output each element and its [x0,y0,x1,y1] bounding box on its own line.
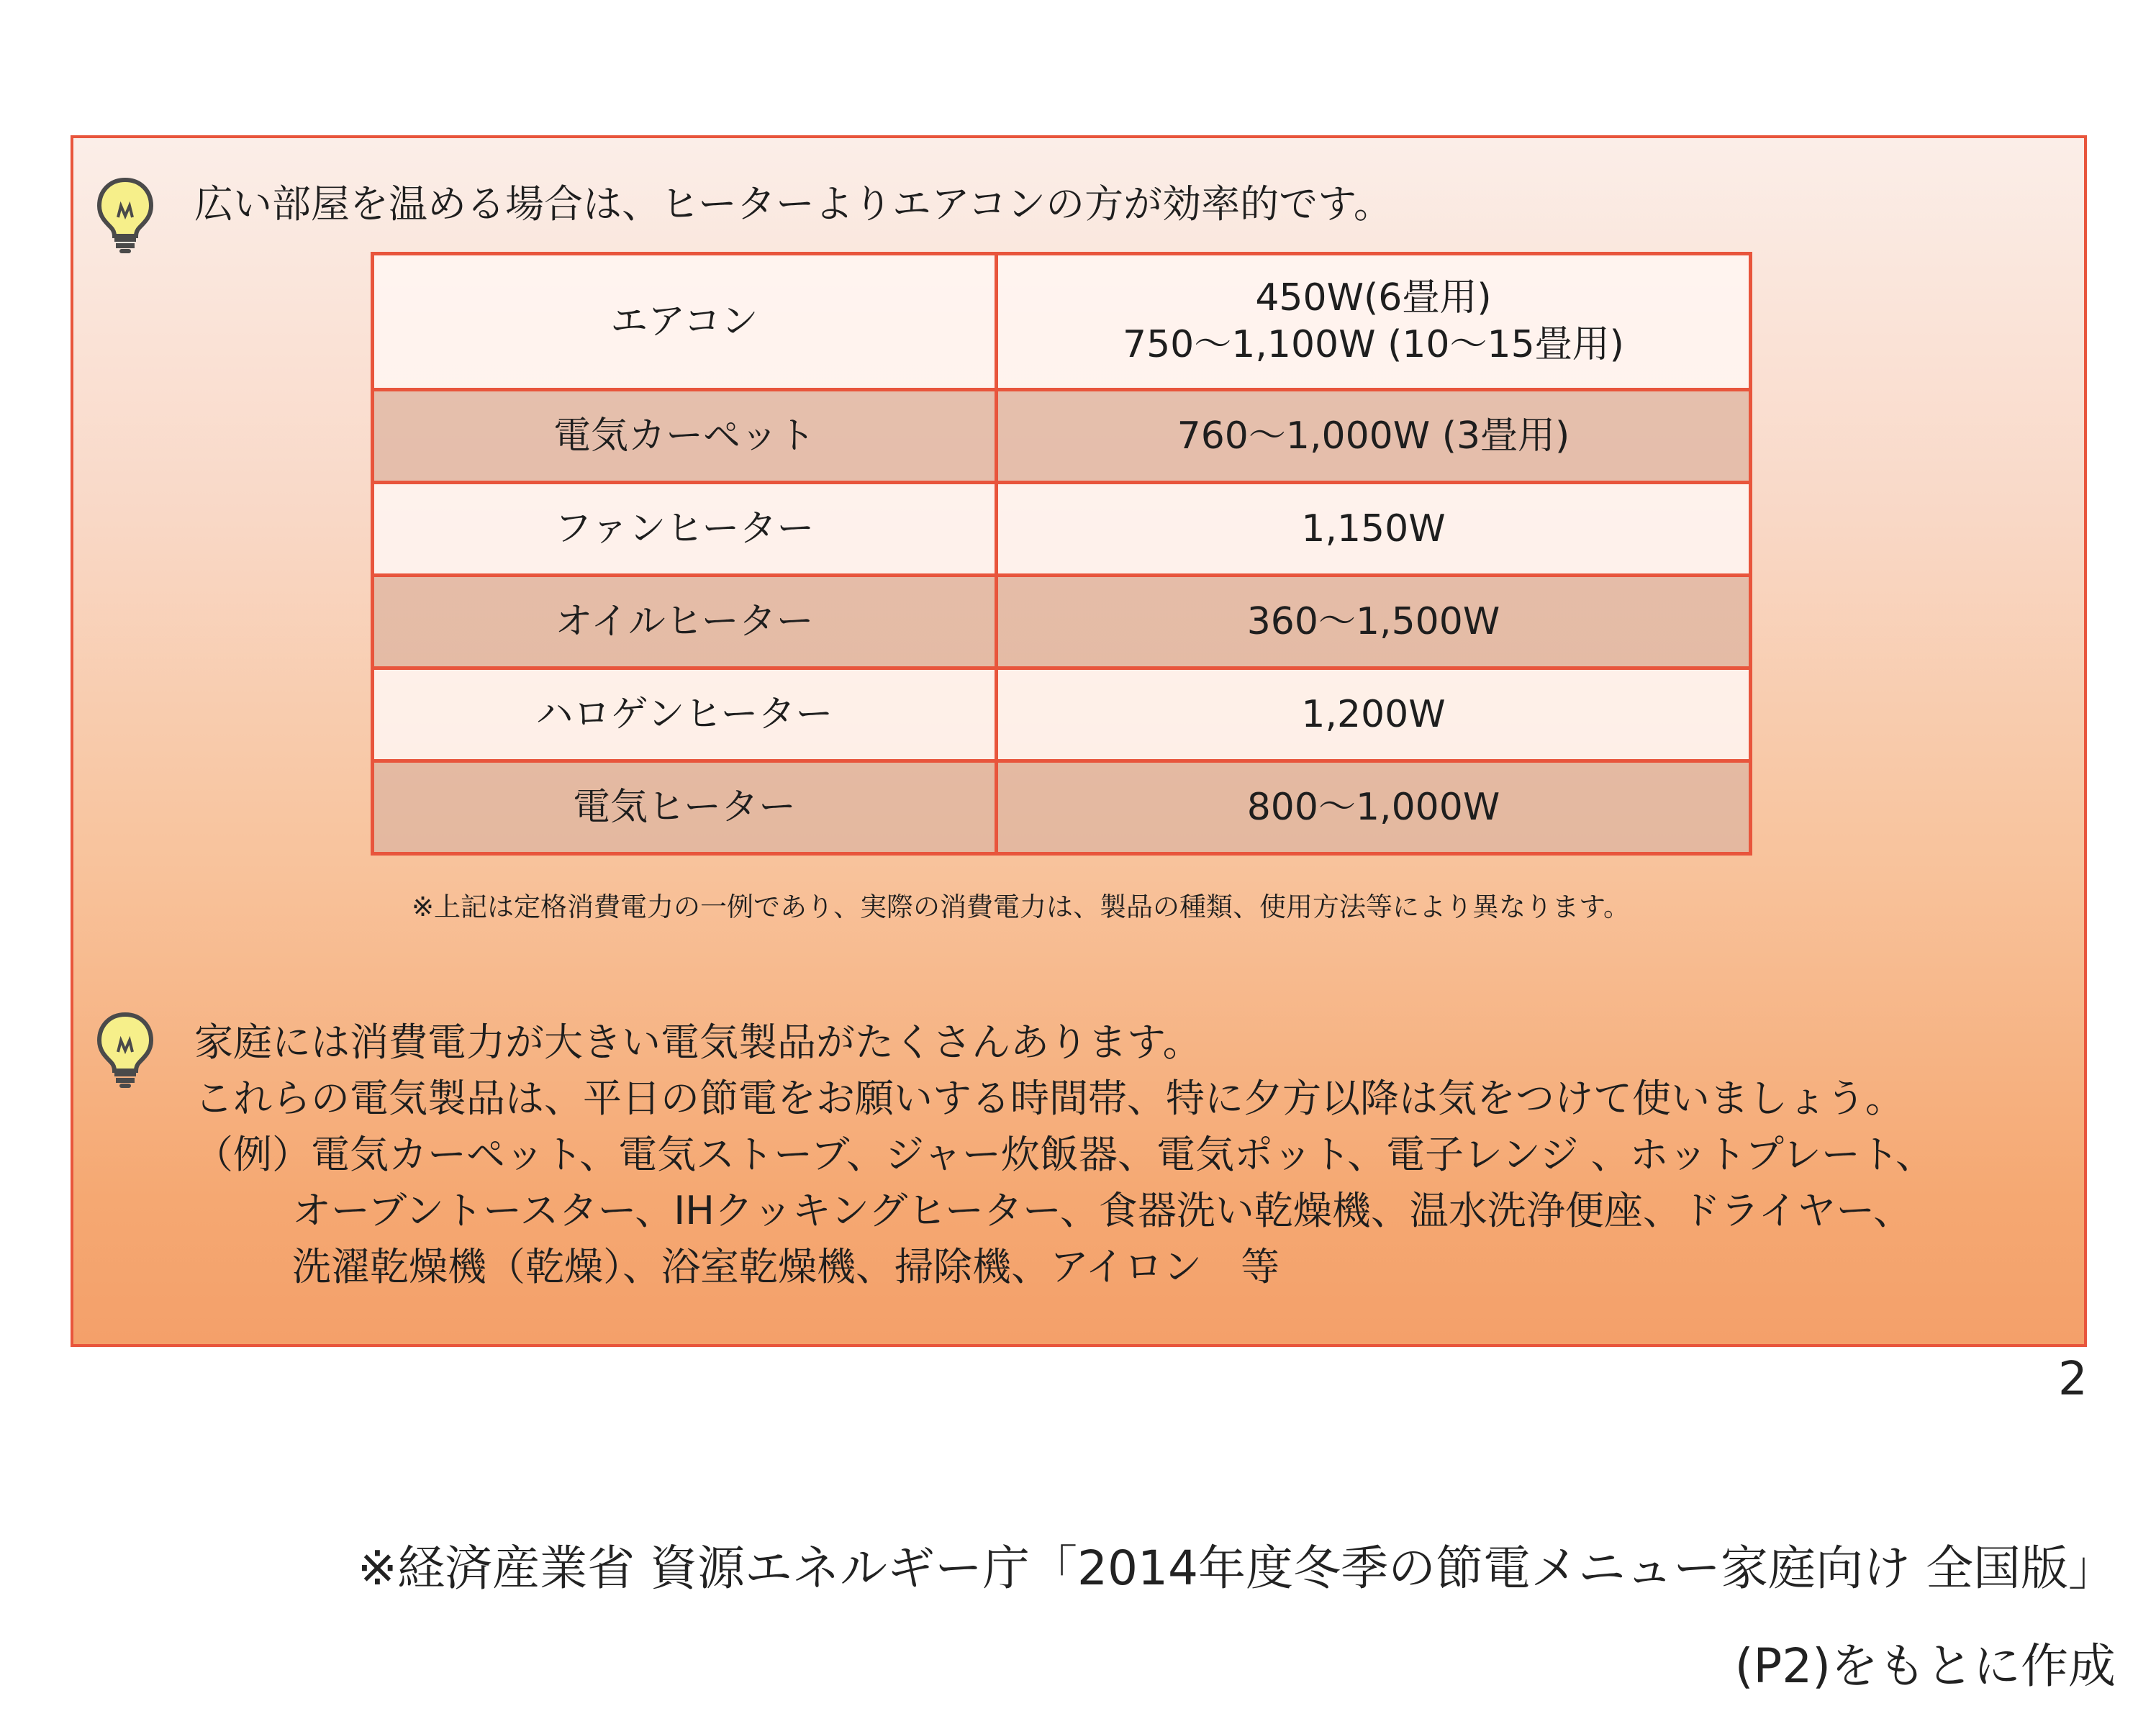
appliance-cell: ファンヒーター [373,483,997,576]
power-cell: 1,150W [997,483,1751,576]
tip-line: これらの電気製品は、平日の節電をお願いする時間帯、特に夕方以降は気をつけて使いましょう。 [194,1076,1904,1121]
power-cell [997,254,1751,390]
appliance-cell: 電気カーペット [373,390,997,483]
tip-line: 家庭には消費電力が大きい電気製品がたくさんあります。 [194,1020,1202,1065]
power-cell: 360～1,500W [997,576,1751,668]
power-cell: 800～1,000W [997,761,1751,854]
power-consumption-table [371,252,1752,856]
lightbulb-icon [95,1010,155,1089]
table-row [373,483,1751,576]
table-footnote: ※上記は定格消費電力の一例であり、実際の消費電力は、製品の種類、使用方法等により異なります。 [412,892,1631,922]
power-line: 750～1,100W (10～15畳用) [1123,323,1624,366]
tip-line: 洗濯乾燥機（乾燥）、浴室乾燥機、掃除機、アイロン 等 [292,1244,1280,1289]
appliance-cell: オイルヒーター [373,576,997,668]
table-row [373,576,1751,668]
energy-tips-panel [71,135,2087,1347]
table-row [373,390,1751,483]
appliance-cell: 電気ヒーター [373,761,997,854]
power-cell: 760～1,000W (3畳用) [997,390,1751,483]
tip-line: （例）電気カーペット、電気ストーブ、ジャー炊飯器、電気ポット、電子レンジ 、ホットプレート、 [194,1132,1935,1177]
power-cell: 1,200W [997,668,1751,761]
power-line: 450W(6畳用) [1255,276,1492,319]
page-number: 2 [2058,1353,2088,1406]
appliance-cell: エアコン [373,254,997,390]
lightbulb-icon [95,176,155,255]
table-row [373,668,1751,761]
table-row [373,254,1751,390]
source-citation-cont: (P2)をもとに作成 [1734,1638,2116,1694]
tip-heading: 広い部屋を温める場合は、ヒーターよりエアコンの方が効率的です。 [194,181,1392,227]
appliance-cell: ハロゲンヒーター [373,668,997,761]
tip-line: オーブントースター、IHクッキングヒーター、食器洗い乾燥機、温水洗浄便座、ドライヤー、 [292,1188,1913,1233]
appliance-tip [194,1015,1934,1295]
table-row [373,761,1751,854]
source-citation: ※経済産業省 資源エネルギー庁「2014年度冬季の節電メニュー家庭向け 全国版」 [357,1541,2116,1596]
